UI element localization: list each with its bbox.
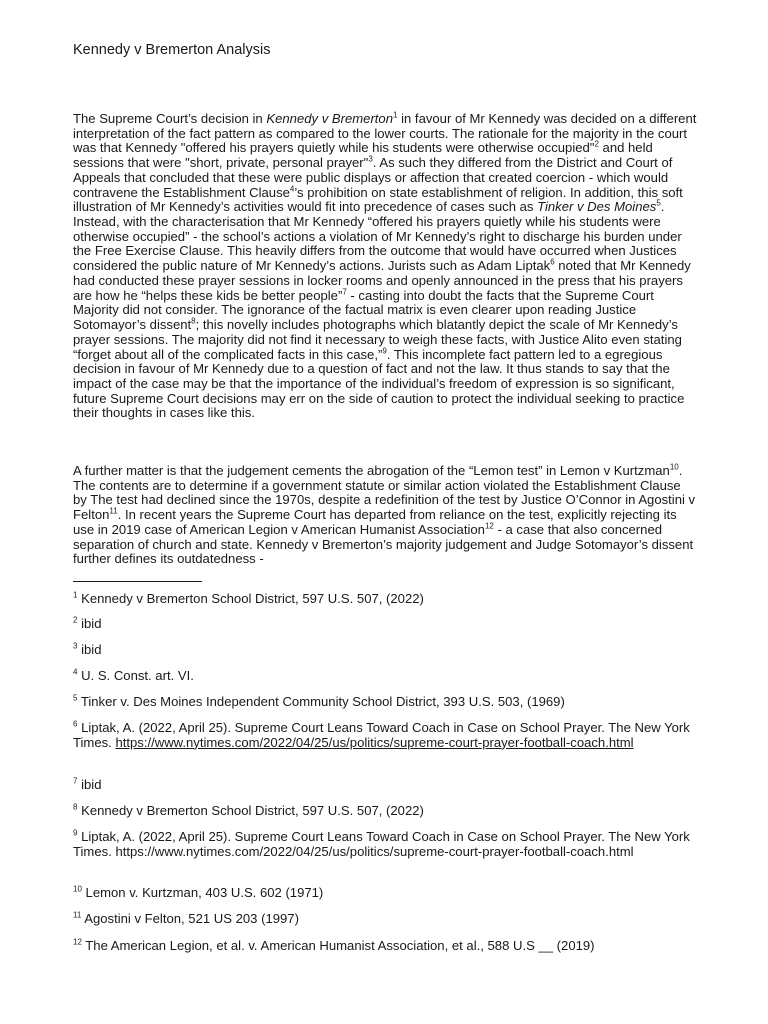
footnote-4 <box>73 669 698 684</box>
footnote-text: Lemon v. Kurtzman, 403 U.S. 602 (1971) <box>81 885 324 900</box>
paragraph-text: ’s prohibition on state establishment of religion. In addition, this soft illustration of Mr Kennedy’s activities would fit into precedence of cases such as <box>73 184 683 215</box>
footnote-text: Kennedy v Bremerton School District, 597 U.S. 507, (2022) <box>77 803 424 818</box>
footnote-number: 1 <box>73 590 78 600</box>
paragraph-text: A further matter is that the judgement cements the abrogation of the “Lemon test” in Lemon v Kurtzman <box>73 463 670 478</box>
footnote-number: 8 <box>73 802 78 812</box>
footnote-divider <box>73 581 202 582</box>
footnote-2 <box>73 617 698 632</box>
footnote-7 <box>73 778 698 793</box>
footnote-number: 5 <box>73 693 78 703</box>
footnote-number: 7 <box>73 776 78 786</box>
footnote-number: 11 <box>73 910 82 920</box>
footnote-11 <box>73 912 698 927</box>
footnote-text: ibid <box>77 777 102 792</box>
footnote-ref-8[interactable]: 8 <box>191 316 196 326</box>
footnote-ref-4[interactable]: 4 <box>289 184 295 194</box>
footnote-6 <box>73 721 698 750</box>
footnote-ref-5[interactable]: 5 <box>656 198 661 208</box>
footnote-number: 9 <box>73 828 78 838</box>
footnote-ref-10[interactable]: 10 <box>669 462 679 472</box>
footnote-ref-6[interactable]: 6 <box>550 257 555 267</box>
footnote-9 <box>73 830 698 859</box>
footnote-3 <box>73 643 698 658</box>
case-name-italic: Kennedy v Bremerton <box>266 111 394 126</box>
footnote-number: 6 <box>73 719 78 729</box>
footnote-text: Liptak, A. (2022, April 25). Supreme Court Leans Toward Coach in Case on School Prayer. The New York Times. <box>73 829 690 859</box>
paragraph-text: . The contents are to determine if a government statute or similar action violated the Establishment Clause by The test had declined since the 1970s, despite a redefinition of the test by Justice O’Connor in Agostini v Felton <box>73 463 696 523</box>
footnote-ref-7[interactable]: 7 <box>342 287 347 297</box>
footnote-url-text: https://www.nytimes.com/2022/04/25/us/politics/supreme-court-prayer-football-coach.html <box>115 843 634 859</box>
body-paragraph-1 <box>73 112 698 421</box>
footnote-5 <box>73 695 698 710</box>
footnote-text: Tinker v. Des Moines Independent Community School District, 393 U.S. 503, (1969) <box>77 694 565 709</box>
footnote-text: Kennedy v Bremerton School District, 597 U.S. 507, (2022) <box>77 591 424 606</box>
footnote-ref-3[interactable]: 3 <box>368 154 373 164</box>
paragraph-text: . This incomplete fact pattern led to a egregious decision in favour of Mr Kennedy due to a question of fact and not the law. It thus stands to say that the impact of the case may be that the importance of the individual’s freedom of expression is so significant, future Supreme Court decisions may err on the side of caution to protect the individual seeking to practice their thoughts in cases like this. <box>73 346 685 421</box>
footnote-ref-1[interactable]: 1 <box>393 110 398 120</box>
paragraph-text: - casting into doubt the facts that the Supreme Court Majority did not consider. The ignorance of the factual matrix is even clearer upon reading Justice Sotomayor’s dissent <box>73 287 654 333</box>
footnote-number: 3 <box>73 641 78 651</box>
paragraph-text: - a case that also concerned separation of church and state. Kennedy v Bremerton’s majority judgement and Judge Sotomayor’s dissent further defines its outdatedness - <box>73 521 694 567</box>
paragraph-text: . In recent years the Supreme Court has departed from reliance on the test, explicitly rejecting its use in 2019 case of American Legion v American Humanist Association <box>73 507 677 537</box>
footnote-text: Liptak, A. (2022, April 25). Supreme Court Leans Toward Coach in Case on School Prayer. The New York Times. <box>73 720 690 750</box>
footnote-number: 10 <box>73 884 82 894</box>
footnote-text: U. S. Const. art. VI. <box>77 668 194 683</box>
footnote-link[interactable]: https://www.nytimes.com/2022/04/25/us/politics/supreme-court-prayer-football-coach.html <box>115 734 634 750</box>
footnote-8 <box>73 804 698 819</box>
paragraph-text: noted that Mr Kennedy had conducted these prayer sessions in locker rooms and openly announced in the press that his prayers are how he “helps these kids be better people” <box>73 258 691 303</box>
paragraph-text: . Instead, with the characterisation that Mr Kennedy “offered his prayers quietly while his students were otherwise occupied” - the school’s actions a violation of Mr Kennedy’s right to discharge his burden under the Free Exercise Clause. This heavily differs from the outcome that would have occurred when Justices considered the public nature of Mr Kennedy’s actions. Jurists such as Adam Liptak <box>73 199 682 274</box>
footnote-1 <box>73 592 698 607</box>
paragraph-text: in favour of Mr Kennedy was decided on a different interpretation of the fact pattern as compared to the lower courts. The rationale for the majority in the court was that Kennedy "offered his prayers quietly while his students were otherwise occupied" <box>73 111 697 156</box>
paragraph-text: ; this novelly includes photographs which blatantly depict the scale of Mr Kennedy’s prayer sessions. The majority did not find it necessary to weigh these facts, with Justice Alito even stating “forget about all of the complicated facts in this case,” <box>73 317 682 362</box>
paragraph-text: and held sessions that were "short, private, personal prayer" <box>73 140 653 171</box>
footnote-text: The American Legion, et al. v. American Humanist Association, et al., 588 U.S __ (2019) <box>81 938 595 953</box>
footnote-number: 12 <box>73 937 82 947</box>
footnote-ref-11[interactable]: 11 <box>109 506 118 516</box>
paragraph-text: The Supreme Court’s decision in <box>73 111 267 126</box>
footnote-12 <box>73 939 698 954</box>
footnote-text: ibid <box>77 642 102 657</box>
footnote-text: ibid <box>77 616 102 631</box>
footnote-ref-9[interactable]: 9 <box>382 346 387 356</box>
footnote-10 <box>73 886 698 901</box>
footnote-ref-12[interactable]: 12 <box>484 521 494 531</box>
footnote-number: 4 <box>73 667 78 677</box>
footnote-text: Agostini v Felton, 521 US 203 (1997) <box>81 911 299 926</box>
case-name-italic: Tinker v Des Moines <box>537 199 657 215</box>
footnote-ref-2[interactable]: 2 <box>594 140 599 150</box>
footnote-number: 2 <box>73 615 78 625</box>
document-title: Kennedy v Bremerton Analysis <box>73 42 271 58</box>
body-paragraph-2 <box>73 464 698 567</box>
paragraph-text: . As such they differed from the District and Court of Appeals that concluded that these were public displays or affection that created coercion - which would contravene the Establishment Clause <box>73 155 673 200</box>
